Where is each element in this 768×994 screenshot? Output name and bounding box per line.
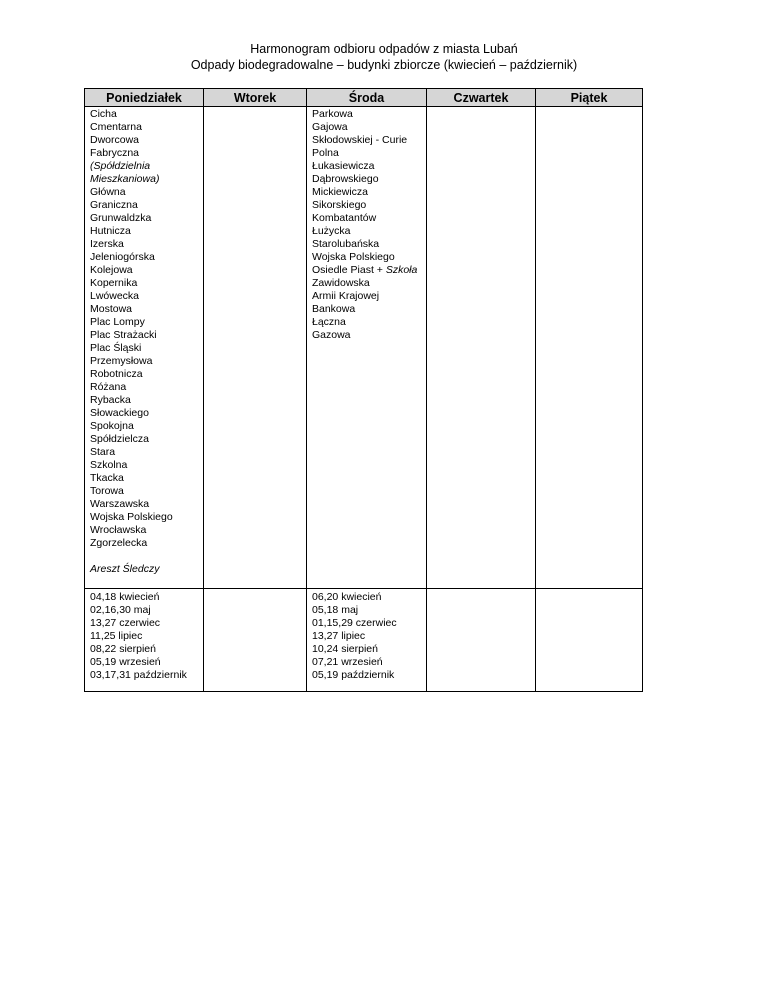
header-friday: Piątek [536, 89, 643, 107]
monday-date-list [90, 591, 199, 682]
street-item: Robotnicza [90, 368, 143, 380]
street-item: Warszawska [90, 498, 150, 510]
street-item: Wojska Polskiego [312, 251, 395, 263]
street-item: Łączna [312, 316, 346, 328]
tuesday-dates-cell [204, 589, 307, 692]
street-item: Mieszkaniowa) [90, 173, 160, 185]
date-item: 10,24 sierpień [312, 643, 378, 655]
document-subtitle: Odpady biodegradowalne – budynki zbiorcze (kwiecień – październik) [190, 58, 578, 72]
street-item: Wojska Polskiego [90, 511, 173, 523]
street-item: Mostowa [90, 303, 133, 315]
date-item: 07,21 wrzesień [312, 656, 383, 668]
street-item: Rybacka [90, 394, 131, 406]
street-item: Zawidowska [312, 277, 370, 289]
street-item: Dąbrowskiego [312, 173, 379, 185]
friday-streets-cell [536, 107, 643, 589]
monday-streets-cell [85, 107, 204, 589]
wednesday-osiedle-item [312, 264, 422, 277]
street-item: Wrocławska [90, 524, 147, 536]
street-item: Kolejowa [90, 264, 133, 276]
date-item: 02,16,30 maj [90, 604, 151, 616]
street-item: Cmentarna [90, 121, 142, 133]
street-item: Kombatantów [312, 212, 377, 224]
monday-street-list [90, 108, 199, 550]
street-item: Łużycka [312, 225, 351, 237]
friday-dates-cell [536, 589, 643, 692]
street-item: Różana [90, 381, 127, 393]
header-wednesday: Środa [307, 89, 427, 107]
street-item: Tkacka [90, 472, 124, 484]
street-item: (Spółdzielnia [90, 160, 151, 172]
street-item: Spółdzielcza [90, 433, 149, 445]
document-title: Harmonogram odbioru odpadów z miasta Lubań [250, 42, 518, 56]
street-item: Dworcowa [90, 134, 140, 146]
tuesday-streets-cell [204, 107, 307, 589]
date-item: 04,18 kwiecień [90, 591, 160, 603]
wednesday-date-list [312, 591, 422, 682]
street-item: Spokojna [90, 420, 134, 432]
street-item: Fabryczna [90, 147, 140, 159]
street-item: Cicha [90, 108, 117, 120]
street-item: Gazowa [312, 329, 351, 341]
wednesday-street-list [312, 108, 422, 264]
street-item: Graniczna [90, 199, 138, 211]
date-item: 05,19 październik [312, 669, 395, 681]
street-item: Szkolna [90, 459, 128, 471]
street-item: Sikorskiego [312, 199, 367, 211]
date-item: 06,20 kwiecień [312, 591, 382, 603]
street-item: Polna [312, 147, 339, 159]
street-item: Zgorzelecka [90, 537, 148, 549]
street-item: Plac Lompy [90, 316, 145, 328]
street-item: Mickiewicza [312, 186, 369, 198]
wednesday-street-list-b [312, 277, 422, 342]
date-item: 13,27 lipiec [312, 630, 366, 642]
osiedle-label: Osiedle Piast + [312, 264, 386, 276]
street-item: Lwówecka [90, 290, 140, 302]
street-item: Przemysłowa [90, 355, 153, 367]
header-row [85, 89, 643, 107]
header-thursday: Czwartek [427, 89, 536, 107]
wednesday-streets-cell [307, 107, 427, 589]
monday-dates-cell [85, 589, 204, 692]
street-item: Gajowa [312, 121, 348, 133]
street-item: Kopernika [90, 277, 138, 289]
street-item: Armii Krajowej [312, 290, 380, 302]
date-item: 13,27 czerwiec [90, 617, 161, 629]
street-item: Słowackiego [90, 407, 149, 419]
street-item: Skłodowskiej - Curie [312, 134, 408, 146]
thursday-dates-cell [427, 589, 536, 692]
street-item: Hutnicza [90, 225, 131, 237]
date-item: 08,22 sierpień [90, 643, 156, 655]
date-item: 11,25 lipiec [90, 630, 143, 642]
date-item: 01,15,29 czerwiec [312, 617, 397, 629]
wednesday-dates-cell [307, 589, 427, 692]
street-item: Bankowa [312, 303, 356, 315]
street-item: Główna [90, 186, 126, 198]
street-item: Łukasiewicza [312, 160, 375, 172]
thursday-streets-cell [427, 107, 536, 589]
schedule-table [84, 88, 643, 692]
street-item: Stara [90, 446, 116, 458]
street-item: Grunwaldzka [90, 212, 152, 224]
date-item: 03,17,31 październik [90, 669, 187, 681]
street-item: Parkowa [312, 108, 353, 120]
szkola-label: Szkoła [385, 264, 418, 276]
street-item: Starolubańska [312, 238, 380, 250]
dates-row [85, 589, 643, 692]
street-item: Izerska [90, 238, 124, 250]
street-item: Torowa [90, 485, 124, 497]
header-monday: Poniedziałek [85, 89, 204, 107]
date-item: 05,18 maj [312, 604, 359, 616]
street-item: Plac Śląski [90, 342, 142, 354]
date-item: 05,19 wrzesień [90, 656, 161, 668]
header-tuesday: Wtorek [204, 89, 307, 107]
streets-row [85, 107, 643, 589]
street-item: Jeleniogórska [90, 251, 155, 263]
street-item: Plac Strażacki [90, 329, 157, 341]
monday-extra-item: Areszt Śledczy [90, 563, 160, 575]
